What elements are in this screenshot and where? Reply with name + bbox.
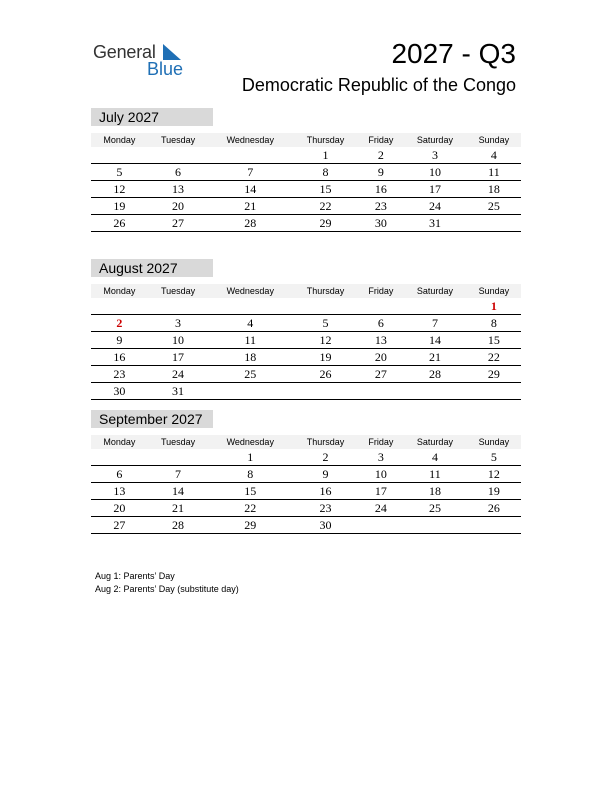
empty-day-cell: [91, 298, 148, 315]
day-cell: 17: [148, 349, 209, 366]
day-cell: 1: [467, 298, 521, 315]
weekday-header-row: [91, 435, 521, 449]
weekday-header: Friday: [359, 284, 403, 298]
day-cell: 23: [292, 500, 358, 517]
day-cell: 18: [208, 349, 292, 366]
day-cell: 13: [91, 483, 148, 500]
weekday-header: Monday: [91, 133, 148, 147]
day-cell: 21: [403, 349, 467, 366]
note-item: Aug 1: Parents’ Day: [95, 571, 175, 581]
weekday-header: Thursday: [292, 284, 358, 298]
day-cell: 25: [403, 500, 467, 517]
weekday-header: Sunday: [467, 284, 521, 298]
empty-day-cell: [208, 383, 292, 400]
empty-day-cell: [148, 298, 209, 315]
day-cell: 18: [403, 483, 467, 500]
day-cell: 3: [403, 147, 467, 164]
day-cell: 25: [208, 366, 292, 383]
day-cell: 12: [292, 332, 358, 349]
day-cell: 10: [403, 164, 467, 181]
day-cell: 31: [403, 215, 467, 232]
day-cell: 17: [359, 483, 403, 500]
day-cell: 8: [467, 315, 521, 332]
day-cell: 22: [292, 198, 358, 215]
month-july: [91, 108, 521, 232]
empty-day-cell: [403, 383, 467, 400]
day-cell: 7: [148, 466, 209, 483]
weekday-header: Thursday: [292, 133, 358, 147]
week-row: [91, 198, 521, 215]
day-cell: 26: [91, 215, 148, 232]
empty-day-cell: [91, 449, 148, 466]
empty-day-cell: [292, 298, 358, 315]
day-cell: 2: [292, 449, 358, 466]
day-cell: 4: [208, 315, 292, 332]
day-cell: 15: [292, 181, 358, 198]
weekday-header: Tuesday: [148, 133, 209, 147]
day-cell: 26: [467, 500, 521, 517]
day-cell: 30: [359, 215, 403, 232]
day-cell: 15: [208, 483, 292, 500]
empty-day-cell: [359, 298, 403, 315]
week-row: [91, 349, 521, 366]
day-cell: 16: [91, 349, 148, 366]
day-cell: 19: [467, 483, 521, 500]
weekday-header: Saturday: [403, 435, 467, 449]
month-label: August 2027: [91, 259, 213, 277]
day-cell: 5: [467, 449, 521, 466]
day-cell: 9: [91, 332, 148, 349]
empty-day-cell: [403, 517, 467, 534]
week-row: [91, 181, 521, 198]
weekday-header-row: [91, 284, 521, 298]
empty-day-cell: [292, 383, 358, 400]
day-cell: 1: [292, 147, 358, 164]
day-cell: 12: [91, 181, 148, 198]
weekday-header: Thursday: [292, 435, 358, 449]
day-cell: 30: [292, 517, 358, 534]
weekday-header: Monday: [91, 284, 148, 298]
week-row: [91, 315, 521, 332]
month-label: September 2027: [91, 410, 213, 428]
day-cell: 24: [403, 198, 467, 215]
empty-day-cell: [403, 298, 467, 315]
day-cell: 15: [467, 332, 521, 349]
weekday-header: Wednesday: [208, 284, 292, 298]
day-cell: 11: [403, 466, 467, 483]
weekday-header: Sunday: [467, 133, 521, 147]
week-row: [91, 383, 521, 400]
weekday-header-row: [91, 133, 521, 147]
day-cell: 27: [148, 215, 209, 232]
weekday-header: Wednesday: [208, 435, 292, 449]
weekday-header: Saturday: [403, 284, 467, 298]
day-cell: 7: [208, 164, 292, 181]
day-cell: 28: [208, 215, 292, 232]
day-cell: 31: [148, 383, 209, 400]
weekday-header: Wednesday: [208, 133, 292, 147]
week-row: [91, 483, 521, 500]
day-cell: 10: [359, 466, 403, 483]
day-cell: 17: [403, 181, 467, 198]
note-item: Aug 2: Parents’ Day (substitute day): [95, 584, 239, 594]
day-cell: 20: [148, 198, 209, 215]
empty-day-cell: [208, 147, 292, 164]
week-row: [91, 500, 521, 517]
weekday-header: Saturday: [403, 133, 467, 147]
day-cell: 24: [148, 366, 209, 383]
day-cell: 14: [403, 332, 467, 349]
empty-day-cell: [467, 517, 521, 534]
day-cell: 26: [292, 366, 358, 383]
day-cell: 22: [467, 349, 521, 366]
day-cell: 5: [91, 164, 148, 181]
empty-day-cell: [148, 449, 209, 466]
logo-blue-text: Blue: [147, 59, 184, 79]
day-cell: 3: [148, 315, 209, 332]
day-cell: 2: [359, 147, 403, 164]
day-cell: 21: [208, 198, 292, 215]
day-cell: 4: [403, 449, 467, 466]
day-cell: 1: [208, 449, 292, 466]
day-cell: 29: [208, 517, 292, 534]
day-cell: 16: [359, 181, 403, 198]
day-cell: 7: [403, 315, 467, 332]
calendar-table: [91, 435, 521, 534]
week-row: [91, 215, 521, 232]
day-cell: 21: [148, 500, 209, 517]
empty-day-cell: [467, 215, 521, 232]
empty-day-cell: [148, 147, 209, 164]
weekday-header: Monday: [91, 435, 148, 449]
calendar-table: [91, 284, 521, 400]
week-row: [91, 332, 521, 349]
weekday-header: Tuesday: [148, 435, 209, 449]
week-row: [91, 147, 521, 164]
day-cell: 20: [91, 500, 148, 517]
month-label: July 2027: [91, 108, 213, 126]
day-cell: 27: [359, 366, 403, 383]
logo: [93, 40, 193, 80]
week-row: [91, 366, 521, 383]
week-row: [91, 164, 521, 181]
day-cell: 23: [91, 366, 148, 383]
day-cell: 8: [208, 466, 292, 483]
day-cell: 6: [91, 466, 148, 483]
week-row: [91, 298, 521, 315]
day-cell: 2: [91, 315, 148, 332]
day-cell: 14: [208, 181, 292, 198]
logo-triangle-icon: [163, 44, 181, 60]
day-cell: 22: [208, 500, 292, 517]
day-cell: 18: [467, 181, 521, 198]
empty-day-cell: [208, 298, 292, 315]
logo-general-text: General: [93, 42, 156, 62]
day-cell: 8: [292, 164, 358, 181]
day-cell: 6: [359, 315, 403, 332]
day-cell: 24: [359, 500, 403, 517]
day-cell: 13: [359, 332, 403, 349]
day-cell: 19: [91, 198, 148, 215]
day-cell: 6: [148, 164, 209, 181]
day-cell: 28: [148, 517, 209, 534]
day-cell: 29: [292, 215, 358, 232]
empty-day-cell: [359, 383, 403, 400]
day-cell: 11: [208, 332, 292, 349]
day-cell: 12: [467, 466, 521, 483]
day-cell: 3: [359, 449, 403, 466]
day-cell: 20: [359, 349, 403, 366]
calendar-table: [91, 133, 521, 232]
weekday-header: Friday: [359, 133, 403, 147]
day-cell: 30: [91, 383, 148, 400]
month-august: [91, 259, 521, 400]
day-cell: 13: [148, 181, 209, 198]
day-cell: 9: [292, 466, 358, 483]
month-september: [91, 410, 521, 534]
day-cell: 28: [403, 366, 467, 383]
day-cell: 4: [467, 147, 521, 164]
country-name: Democratic Republic of the Congo: [241, 75, 516, 95]
page-title: 2027 - Q3: [391, 38, 516, 69]
week-row: [91, 466, 521, 483]
day-cell: 23: [359, 198, 403, 215]
weekday-header: Tuesday: [148, 284, 209, 298]
day-cell: 14: [148, 483, 209, 500]
weekday-header: Friday: [359, 435, 403, 449]
day-cell: 10: [148, 332, 209, 349]
day-cell: 9: [359, 164, 403, 181]
week-row: [91, 449, 521, 466]
day-cell: 11: [467, 164, 521, 181]
day-cell: 29: [467, 366, 521, 383]
holiday-notes: [95, 570, 239, 596]
day-cell: 5: [292, 315, 358, 332]
day-cell: 19: [292, 349, 358, 366]
empty-day-cell: [91, 147, 148, 164]
empty-day-cell: [467, 383, 521, 400]
day-cell: 25: [467, 198, 521, 215]
weekday-header: Sunday: [467, 435, 521, 449]
day-cell: 16: [292, 483, 358, 500]
day-cell: 27: [91, 517, 148, 534]
empty-day-cell: [359, 517, 403, 534]
week-row: [91, 517, 521, 534]
